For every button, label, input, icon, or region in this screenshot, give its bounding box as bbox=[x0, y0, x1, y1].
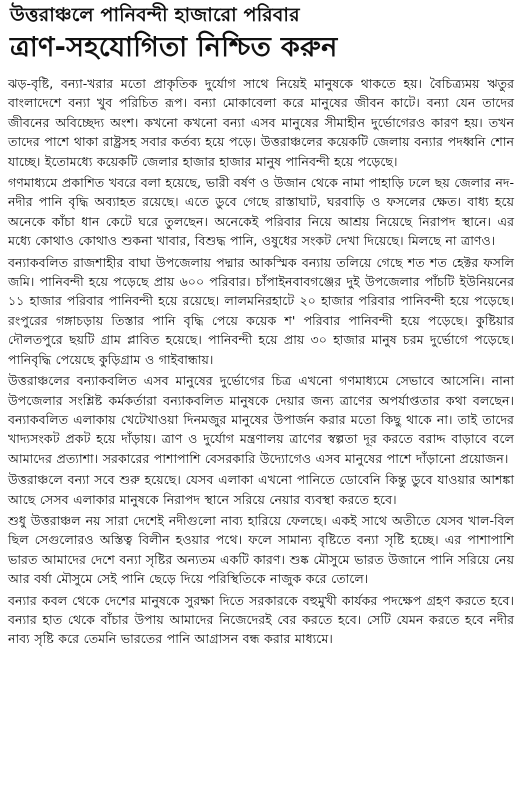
article-headline: ত্রাণ-সহযোগিতা নিশ্চিত করুন bbox=[10, 32, 338, 63]
article-kicker: উত্তরাঞ্চলে পানিবন্দী হাজারো পরিবার bbox=[10, 4, 300, 26]
paragraph-2: গণমাধ্যমে প্রকাশিত খবরে বলা হয়েছে, ভারী বর্ষণ ও উজান থেকে নামা পাহাড়ি ঢলে ছয় জেলার নদ-নদীর পানি বৃদ্ধি অব্যাহত রয়েছে। এতে ডুবে গেছে রাস্তাঘাট, ঘরবাড়ি ও ফসলের ক্ষেত। বাধ্য হয়ে অনেকে কাঁচা ধান কেটে ঘরে তুলছেন। অনেকেই পরিবার নিয়ে আশ্রয় নিয়েছে নিরাপদ স্থানে। এর মধ্যে কোথাও কোথাও শুকনা খাবার, বিশুদ্ধ পানি, ওষুধের সংকট দেখা দিয়েছে। মিলছে না ত্রাণও। bbox=[8, 175, 514, 249]
paragraph-6: শুধু উত্তরাঞ্চল নয় সারা দেশেই নদীগুলো নাব্য হারিয়ে ফেলছে। একই সাথে অতীতে যেসব খাল-বিল ছিল সেগুলোরও অস্তিত্ব বিলীন হওয়ার পথে। ফলে সামান্য বৃষ্টিতে বন্যা সৃষ্টি হচ্ছে। এর পাশাপাশি ভারত আমাদের দেশে বন্যা সৃষ্টির অন্যতম একটি কারণ। শুষ্ক মৌসুমে ভারত উজানে পানি সরিয়ে নেয় আর বর্ষা মৌসুমে সেই পানি ছেড়ে দিয়ে পরিস্থিতিকে নাজুক করে তোলে। bbox=[8, 512, 514, 587]
paragraph-4: উত্তরাঞ্চলের বন্যাকবলিত এসব মানুষের দুর্ভোগের চিত্র এখনো গণমাধ্যমে সেভাবে আসেনি। নানা উপজেলার সংশ্লিষ্ট কর্মকর্তারা বন্যাকবলিত মানুষকে দেয়ার জন্য ত্রাণের অপর্যাপ্ততার কথা বলছেন। বন্যাকবলিত এলাকায় খেটেখাওয়া দিনমজুর মানুষের উপার্জন করার মতো কিছু থাকে না। তাই তাদের খাদ্যসংকট প্রকট হয়ে দাঁড়ায়। ত্রাণ ও দুর্যোগ মন্ত্রণালয় ত্রাণের স্বল্পতা দূর করতে বরাদ্দ বাড়াবে বলে আমাদের প্রত্যাশা। সরকারের পাশাপাশি বেসরকারি উদ্যোগেও এসব মানুষের পাশে দাঁড়ানো প্রয়োজন। bbox=[8, 373, 514, 466]
article-body bbox=[8, 74, 514, 649]
paragraph-3: বন্যাকবলিত রাজশাহীর বাঘা উপজেলায় পদ্মার আকস্মিক বন্যায় তলিয়ে গেছে শত শত হেক্টর ফসলি জমি। পানিবন্দী হয়ে পড়েছে প্রায় ৬০০ পরিবার। চাঁপাইনবাবগঞ্জের দুই উপজেলার পাঁচটি ইউনিয়নের ১১ হাজার পরিবার পানিবন্দী হয়ে রয়েছে। লালমনিরহাটে ২০ হাজার পরিবার পানিবন্দী হয়ে পড়েছে। রংপুরের গঙ্গাচড়ায় তিস্তার পানি বৃদ্ধি পেয়ে কয়েক শ' পরিবার পানিবন্দী হয়ে পড়েছে। কুষ্টিয়ার দৌলতপুরে ছয়টি গ্রাম প্লাবিত হয়েছে। পানিবন্দী হয়ে প্রায় ৩০ হাজার মানুষ চরম দুর্ভোগে পড়েছে। পানিবৃদ্ধি পেয়েছে কুড়িগ্রাম ও গাইবান্ধায়। bbox=[8, 254, 514, 367]
paragraph-5: উত্তরাঞ্চলে বন্যা সবে শুরু হয়েছে। যেসব এলাকা এখনো পানিতে ডোবেনি কিন্তু ডুবে যাওয়ার আশঙ্কা আছে সেসব এলাকার মানুষকে নিরাপদ স্থানে সরিয়ে নেয়ার ব্যবস্থা করতে হবে। bbox=[8, 472, 514, 507]
paragraph-7: বন্যার কবল থেকে দেশের মানুষকে সুরক্ষা দিতে সরকারকে বহুমুখী কার্যকর পদক্ষেপ গ্রহণ করতে হবে। বন্যার হাত থেকে বাঁচার উপায় আমাদের নিজেদেরই বের করতে হবে। সেটি যেমন করতে হবে নদীর নাব্য সৃষ্টি করে তেমনি ভারতের পানি আগ্রাসন বন্ধ করার মাধ্যমে। bbox=[8, 592, 514, 647]
paragraph-1: ঝড়-বৃষ্টি, বন্যা-খরার মতো প্রাকৃতিক দুর্যোগ সাথে নিয়েই মানুষকে থাকতে হয়। বৈচিত্র্যময় ঋতুর বাংলাদেশে বন্যা খুব পরিচিত রূপ। বন্যা মোকাবেলা করে মানুষের জীবন কাটে। বন্যা যেন তাদের জীবনের অবিচ্ছেদ্য অংশ। কখনো কখনো বন্যা এসব মানুষের সীমাহীন দুর্ভোগেরও কারণ হয়। তখন তাদের পাশে থাকা রাষ্ট্রসহ সবার কর্তব্য হয়ে পড়ে। উত্তরাঞ্চলের কয়েকটি জেলায় বন্যার পদধ্বনি শোন যাচ্ছে। ইতোমধ্যে কয়েকটি জেলার হাজার হাজার মানুষ পানিবন্দী হয়ে পড়েছে। bbox=[8, 76, 514, 169]
